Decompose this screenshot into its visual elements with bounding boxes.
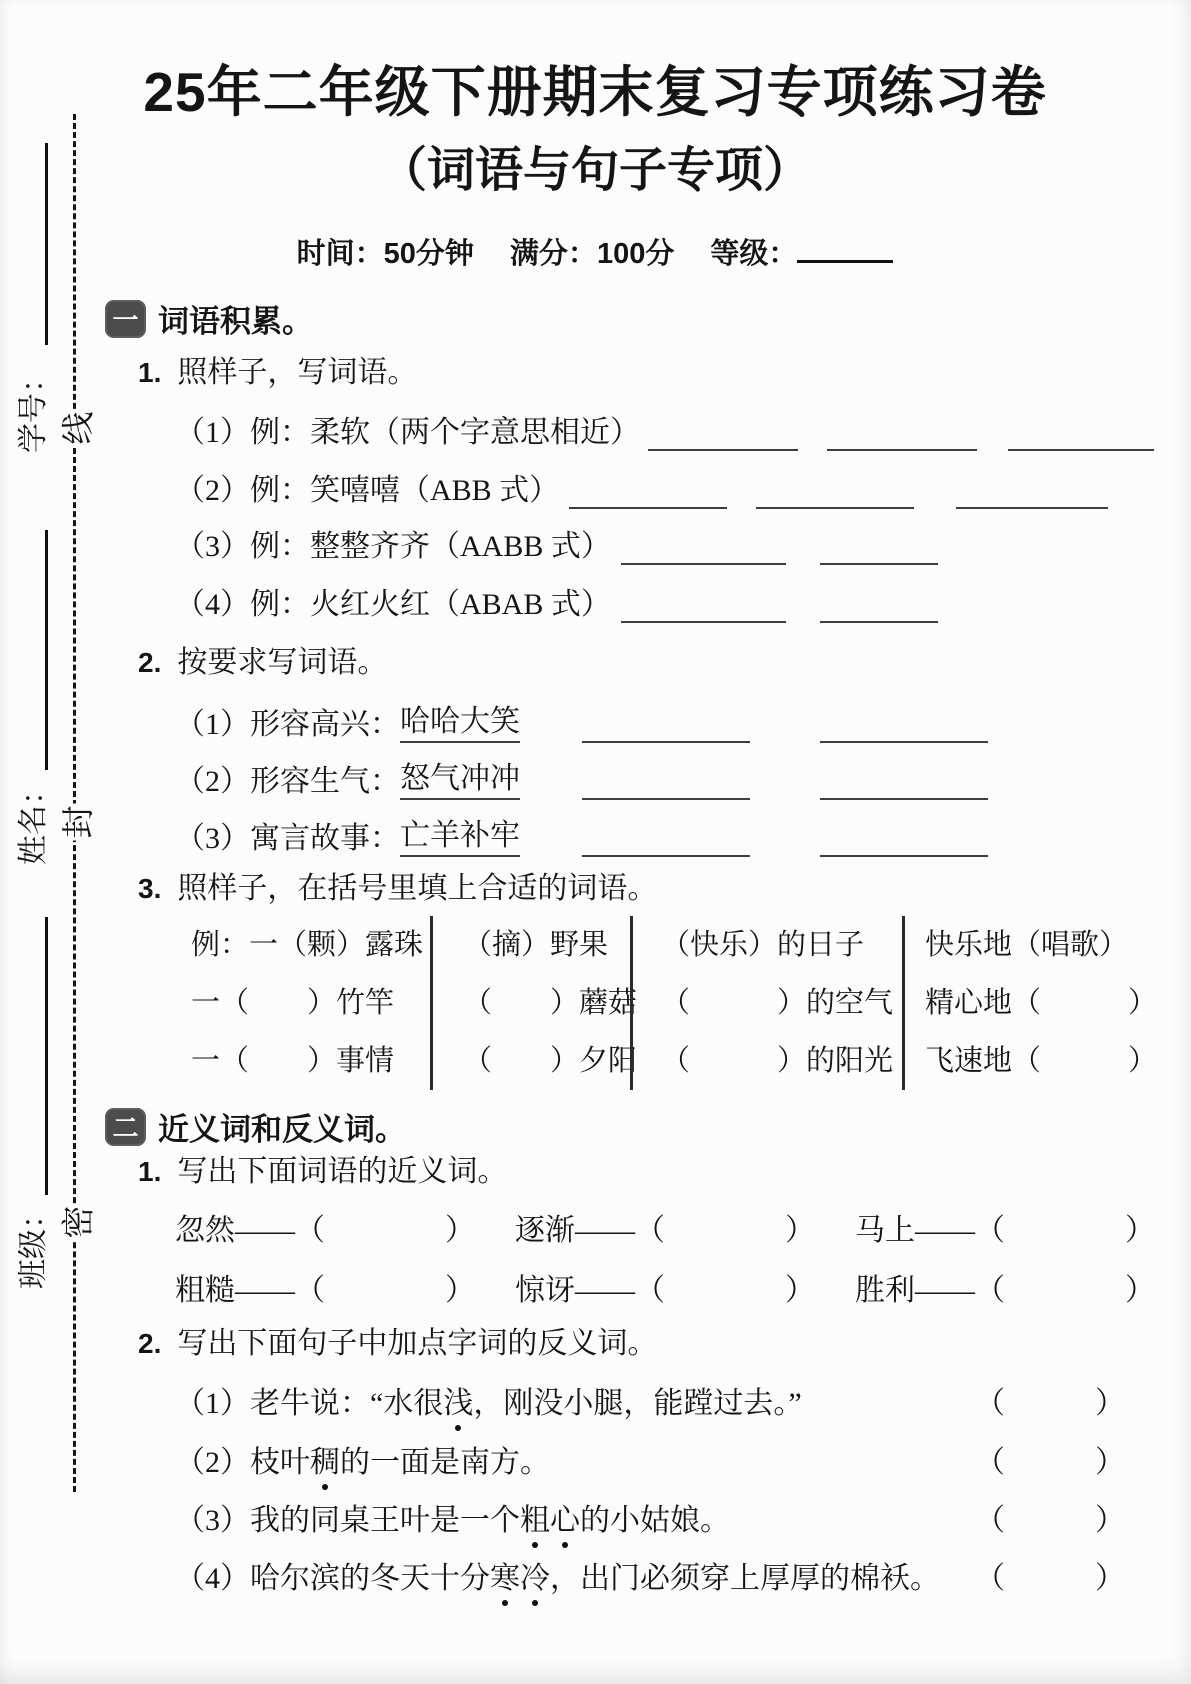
answer-blank [756, 472, 914, 509]
paren-blank: （ ） [975, 1274, 1155, 1307]
table-cell: （ ）的阳光 [661, 1045, 894, 1077]
s1-q1-item-1-label: （1）例：柔软（两个字意思相近） [175, 416, 640, 449]
answer-blank [956, 472, 1108, 509]
section-two-title: 近义词和反义词。 [158, 1112, 406, 1147]
emphasized-word: 粗心 [520, 1504, 580, 1537]
answer-blank [582, 820, 750, 857]
synonym-pair [855, 1272, 1155, 1309]
sentence-post: ，刚没小腿，能蹚过去。” [473, 1387, 802, 1420]
s1-q1-text: 照样子，写词语。 [177, 356, 418, 389]
sentence-pre: （4）哈尔滨的冬天十分 [175, 1562, 490, 1595]
table-cell: 精心地（ ） [925, 987, 1158, 1019]
answer-paren-blank: （ ） [975, 1387, 1125, 1420]
s1-q2-item-3-example: 亡羊补牢 [400, 817, 520, 857]
name-write-line [45, 530, 48, 770]
s1-q2-head [138, 645, 387, 681]
time-label: 时间： [296, 238, 384, 270]
synonym-pair [175, 1272, 515, 1309]
sentence-pre: （2）枝叶 [175, 1446, 310, 1479]
paren-blank: （ ） [295, 1274, 475, 1307]
synonym-pair [515, 1212, 855, 1249]
student-id-write-line [45, 143, 48, 345]
section-two-badge-icon: 二 [105, 1108, 146, 1146]
s2-q1-number: 1. [138, 1156, 162, 1187]
s1-q1-item-2 [175, 472, 1108, 509]
sentence-post: ，出门必须穿上厚厚的棉袄。 [550, 1562, 940, 1595]
table-cell: （ ）蘑菇 [463, 987, 638, 1019]
answer-blank [621, 528, 786, 565]
answer-blank [820, 763, 988, 800]
word: 马上 [855, 1214, 915, 1247]
s1-q2-item-2 [175, 760, 988, 800]
seal-char-feng: 封 [50, 804, 102, 841]
page-subtitle: （词语与句子专项） [378, 144, 811, 197]
emphasized-word: 寒冷 [490, 1562, 550, 1595]
section-one-title: 词语积累。 [158, 304, 313, 339]
word: 粗糙 [175, 1274, 235, 1307]
emphasized-word: 浅 [443, 1387, 474, 1420]
class-write-line [45, 917, 48, 1195]
answer-blank [1008, 414, 1154, 451]
section-two-header [105, 1104, 406, 1149]
s1-q2-text: 按要求写词语。 [177, 646, 388, 679]
word: 胜利 [855, 1274, 915, 1307]
s1-q2-number: 2. [138, 647, 162, 678]
s1-q3-fill-table [175, 916, 1158, 1090]
answer-paren-blank: （ ） [975, 1446, 1125, 1479]
s1-q1-number: 1. [138, 357, 162, 388]
word: 逐渐 [515, 1214, 575, 1247]
s1-q1-head [138, 355, 417, 391]
s1-q2-item-3 [175, 817, 988, 857]
s1-q1-item-1 [175, 414, 1154, 451]
name-label: 姓名： [17, 775, 50, 865]
answer-blank [569, 472, 727, 509]
grade-info [710, 238, 893, 270]
table-cell: （ ）的空气 [661, 987, 894, 1019]
s1-q2-item-1-label: （1）形容高兴： [175, 708, 400, 741]
answer-paren-blank: （ ） [975, 1504, 1125, 1537]
q3-column-measure-words [175, 916, 430, 1090]
q3-column-verbs [430, 916, 638, 1090]
s1-q1-item-3 [175, 528, 938, 565]
dash: —— [575, 1274, 635, 1307]
grade-blank [797, 234, 893, 263]
sentence-post: 的小姑娘。 [580, 1504, 730, 1537]
score-label: 满分： [509, 238, 597, 270]
answer-paren-blank: （ ） [975, 1562, 1125, 1595]
answer-blank [820, 706, 988, 743]
s1-q2-item-1-example: 哈哈大笑 [400, 703, 520, 743]
s1-q3-text: 照样子，在括号里填上合适的词语。 [177, 872, 658, 905]
s1-q2-item-1 [175, 703, 988, 743]
answer-blank [820, 820, 988, 857]
s1-q3-number: 3. [138, 873, 162, 904]
s2-q1-row-2 [175, 1272, 1155, 1309]
table-cell: （快乐）的日子 [661, 929, 865, 961]
s2-q1-head [138, 1154, 507, 1190]
section-one-header [105, 296, 313, 341]
q3-column-adverbs [902, 916, 1158, 1090]
s2-q2-sentence-3 [175, 1502, 1125, 1540]
dash: —— [235, 1214, 295, 1247]
section-one-badge-icon: 一 [105, 300, 146, 338]
synonym-pair [175, 1212, 515, 1249]
s1-q2-item-2-example: 怒气冲冲 [400, 760, 520, 800]
s1-q2-item-2-label: （2）形容生气： [175, 765, 400, 798]
paren-blank: （ ） [635, 1214, 815, 1247]
synonym-pair [855, 1212, 1155, 1249]
time-value: 50分钟 [383, 238, 474, 270]
table-cell: （ ）夕阳 [463, 1045, 638, 1077]
paren-blank: （ ） [295, 1214, 475, 1247]
score-value: 100分 [596, 238, 675, 270]
s2-q2-head [138, 1326, 657, 1362]
table-cell: （摘）野果 [463, 929, 609, 961]
sentence-post: 的一面是南方。 [340, 1446, 550, 1479]
table-cell: 快乐地（唱歌） [925, 929, 1129, 961]
s1-q1-item-4-label: （4）例：火红火红（ABAB 式） [175, 588, 611, 621]
score-info [510, 238, 674, 270]
table-cell: 一（ ）事情 [191, 1045, 395, 1077]
s2-q2-number: 2. [138, 1328, 162, 1359]
emphasized-word: 稠 [310, 1446, 340, 1479]
dash: —— [915, 1274, 975, 1307]
seal-char-line: 线 [50, 410, 102, 447]
answer-blank [648, 414, 798, 451]
s1-q1-item-2-label: （2）例：笑嘻嘻（ABB 式） [175, 474, 560, 507]
answer-blank [820, 528, 938, 565]
dash: —— [915, 1214, 975, 1247]
dash: —— [235, 1274, 295, 1307]
dash: —— [575, 1214, 635, 1247]
answer-blank [621, 586, 786, 623]
sentence-pre: （3）我的同桌王叶是一个 [175, 1504, 520, 1537]
s2-q2-sentence-2 [175, 1444, 1125, 1482]
class-label: 班级： [17, 1199, 50, 1289]
table-cell: 飞速地（ ） [925, 1045, 1158, 1077]
synonym-pair [515, 1272, 855, 1309]
s2-q2-sentence-1 [175, 1385, 1125, 1423]
table-cell: 例：一（颗）露珠 [191, 929, 424, 961]
answer-blank [827, 414, 977, 451]
answer-blank [582, 763, 750, 800]
answer-blank [820, 586, 938, 623]
page-title: 25年二年级下册期末复习专项练习卷 [143, 61, 1047, 123]
student-id-label: 学号： [17, 363, 50, 453]
s1-q1-item-4 [175, 586, 938, 623]
exam-info [55, 234, 1135, 271]
s2-q1-text: 写出下面词语的近义词。 [177, 1155, 508, 1188]
sentence-pre: （1）老牛说：“水很 [175, 1387, 444, 1420]
word: 惊讶 [515, 1274, 575, 1307]
s1-q2-item-3-label: （3）寓言故事： [175, 822, 400, 855]
grade-label: 等级： [710, 238, 798, 270]
q3-column-adjectives [630, 916, 902, 1090]
paren-blank: （ ） [635, 1274, 815, 1307]
word: 忽然 [175, 1214, 235, 1247]
paren-blank: （ ） [975, 1214, 1155, 1247]
seal-char-mi: 密 [50, 1204, 102, 1241]
answer-blank [582, 706, 750, 743]
s2-q2-text: 写出下面句子中加点字词的反义词。 [177, 1327, 658, 1360]
s2-q1-row-1 [175, 1212, 1155, 1249]
s2-q2-sentence-4 [175, 1560, 1125, 1598]
table-cell: 一（ ）竹竿 [191, 987, 395, 1019]
time-info [297, 238, 474, 270]
s1-q3-head [138, 871, 657, 907]
s1-q1-item-3-label: （3）例：整整齐齐（AABB 式） [175, 530, 611, 563]
